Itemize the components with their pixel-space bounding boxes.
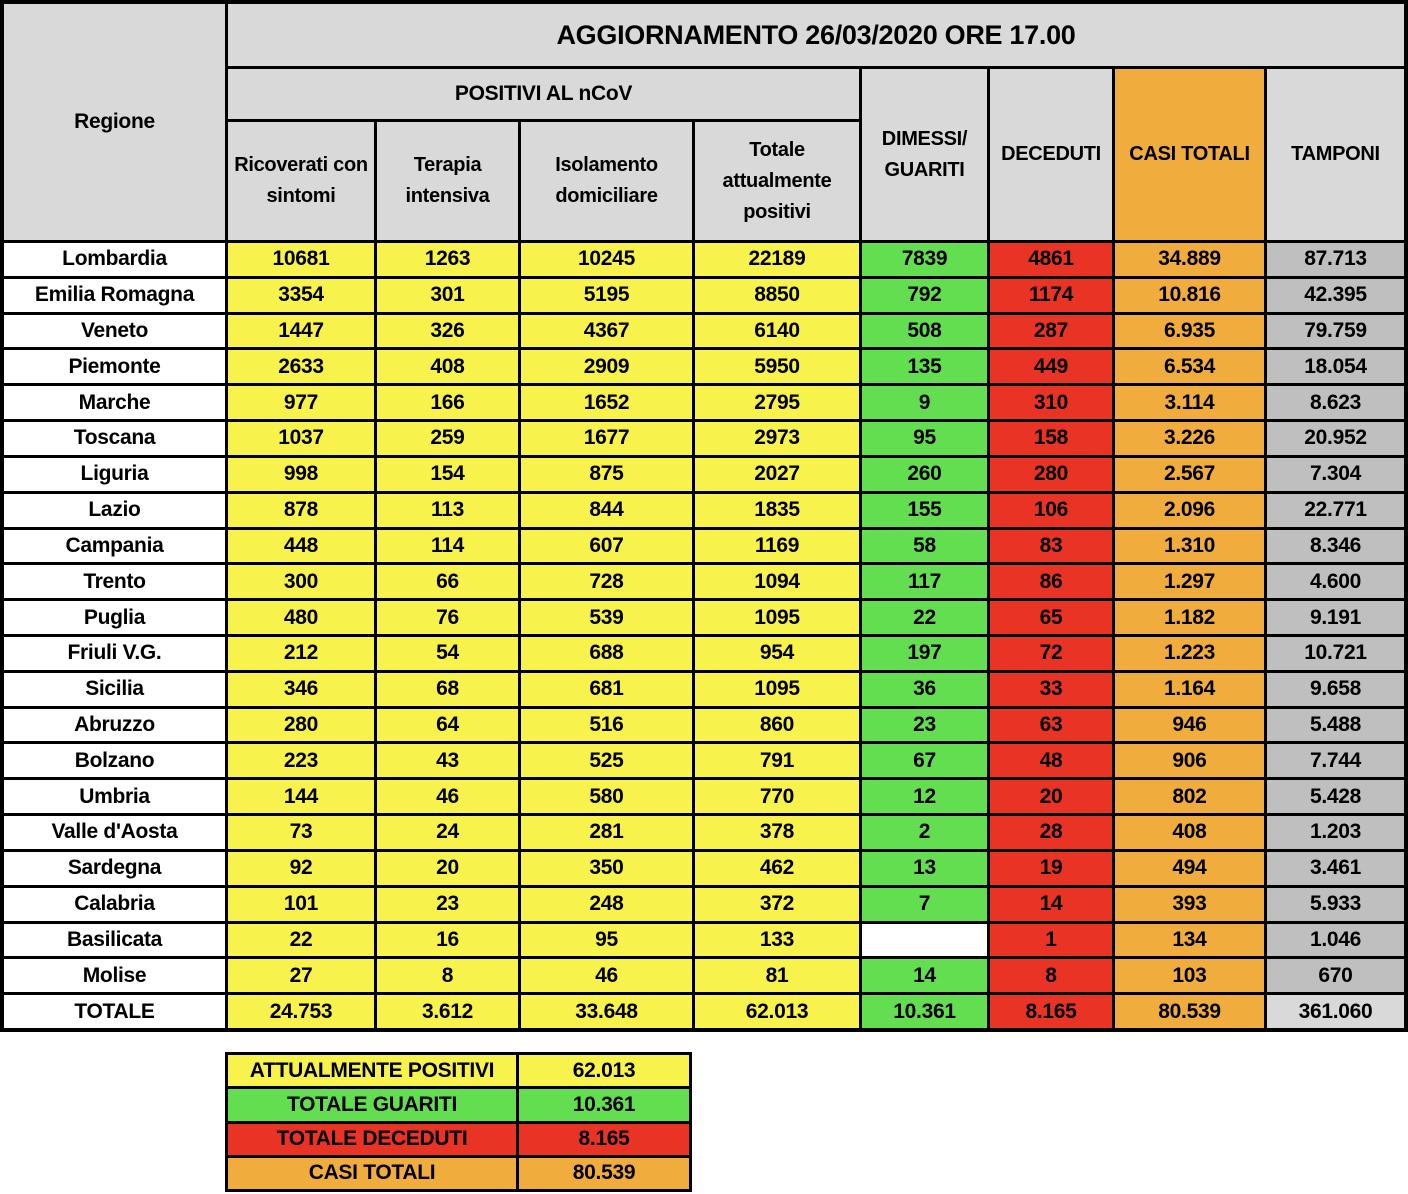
data-cell: 516 bbox=[521, 709, 692, 742]
data-cell: 134 bbox=[1115, 924, 1264, 957]
data-cell: 1095 bbox=[695, 601, 859, 634]
data-cell: 946 bbox=[1115, 709, 1264, 742]
data-cell: 1.046 bbox=[1267, 924, 1404, 957]
data-cell: 1.223 bbox=[1115, 637, 1264, 670]
data-cell: 95 bbox=[521, 924, 692, 957]
data-cell: 155 bbox=[862, 494, 987, 527]
data-cell: 12 bbox=[862, 780, 987, 813]
data-cell: 310 bbox=[990, 386, 1112, 419]
region-label: Calabria bbox=[4, 888, 225, 921]
data-cell: 8850 bbox=[695, 279, 859, 312]
data-cell: 10245 bbox=[521, 243, 692, 276]
data-cell: 14 bbox=[990, 888, 1112, 921]
data-cell: 508 bbox=[862, 315, 987, 348]
data-cell: 23 bbox=[862, 709, 987, 742]
data-cell: 1652 bbox=[521, 386, 692, 419]
data-cell: 448 bbox=[228, 530, 374, 563]
table-title: AGGIORNAMENTO 26/03/2020 ORE 17.00 bbox=[228, 4, 1404, 66]
data-cell: 977 bbox=[228, 386, 374, 419]
data-cell: 378 bbox=[695, 816, 859, 849]
data-cell: 728 bbox=[521, 565, 692, 598]
total-cell: 361.060 bbox=[1267, 995, 1404, 1028]
legend-value-totale-deceduti: 8.165 bbox=[519, 1124, 689, 1155]
data-cell: 103 bbox=[1115, 959, 1264, 992]
data-cell: 79.759 bbox=[1267, 315, 1404, 348]
data-cell: 301 bbox=[377, 279, 518, 312]
region-label: Marche bbox=[4, 386, 225, 419]
data-cell: 6140 bbox=[695, 315, 859, 348]
data-cell: 1.182 bbox=[1115, 601, 1264, 634]
column-header-tamponi: TAMPONI bbox=[1267, 69, 1404, 240]
data-cell: 8 bbox=[377, 959, 518, 992]
data-cell: 860 bbox=[695, 709, 859, 742]
data-cell: 2795 bbox=[695, 386, 859, 419]
total-cell: 10.361 bbox=[862, 995, 987, 1028]
data-cell: 1037 bbox=[228, 422, 374, 455]
total-cell: 3.612 bbox=[377, 995, 518, 1028]
data-cell: 1.297 bbox=[1115, 565, 1264, 598]
region-label: Molise bbox=[4, 959, 225, 992]
region-label: Friuli V.G. bbox=[4, 637, 225, 670]
column-header-ricoverati: Ricoverati con sintomi bbox=[228, 122, 374, 240]
data-cell: 76 bbox=[377, 601, 518, 634]
data-cell: 135 bbox=[862, 350, 987, 383]
data-cell: 48 bbox=[990, 744, 1112, 777]
data-cell: 878 bbox=[228, 494, 374, 527]
data-cell: 197 bbox=[862, 637, 987, 670]
data-cell: 42.395 bbox=[1267, 279, 1404, 312]
data-cell: 280 bbox=[228, 709, 374, 742]
total-cell: 80.539 bbox=[1115, 995, 1264, 1028]
data-cell: 72 bbox=[990, 637, 1112, 670]
region-label: Emilia Romagna bbox=[4, 279, 225, 312]
data-cell: 607 bbox=[521, 530, 692, 563]
data-cell: 844 bbox=[521, 494, 692, 527]
data-cell: 113 bbox=[377, 494, 518, 527]
data-cell: 539 bbox=[521, 601, 692, 634]
region-label: Valle d'Aosta bbox=[4, 816, 225, 849]
data-cell: 212 bbox=[228, 637, 374, 670]
data-cell: 494 bbox=[1115, 852, 1264, 885]
legend-value-attualmente-positivi: 62.013 bbox=[519, 1055, 689, 1086]
data-cell: 23 bbox=[377, 888, 518, 921]
legend-value-casi-totali: 80.539 bbox=[519, 1158, 689, 1189]
data-cell: 10.721 bbox=[1267, 637, 1404, 670]
data-cell: 20 bbox=[990, 780, 1112, 813]
data-cell: 33 bbox=[990, 673, 1112, 706]
data-cell: 580 bbox=[521, 780, 692, 813]
data-cell: 4.600 bbox=[1267, 565, 1404, 598]
data-cell: 770 bbox=[695, 780, 859, 813]
data-cell: 2 bbox=[862, 816, 987, 849]
data-cell: 259 bbox=[377, 422, 518, 455]
data-cell: 372 bbox=[695, 888, 859, 921]
data-cell: 1094 bbox=[695, 565, 859, 598]
column-header-totale-positivi: Totale attualmente positivi bbox=[695, 122, 859, 240]
positivi-group-header: POSITIVI AL nCoV bbox=[228, 69, 859, 119]
region-label: Liguria bbox=[4, 458, 225, 491]
data-cell: 7 bbox=[862, 888, 987, 921]
data-cell: 1174 bbox=[990, 279, 1112, 312]
data-cell: 34.889 bbox=[1115, 243, 1264, 276]
data-cell: 5.428 bbox=[1267, 780, 1404, 813]
data-cell: 223 bbox=[228, 744, 374, 777]
data-cell: 158 bbox=[990, 422, 1112, 455]
data-cell: 68 bbox=[377, 673, 518, 706]
total-cell: 8.165 bbox=[990, 995, 1112, 1028]
data-cell: 24 bbox=[377, 816, 518, 849]
region-label: Toscana bbox=[4, 422, 225, 455]
data-cell: 8 bbox=[990, 959, 1112, 992]
data-cell: 326 bbox=[377, 315, 518, 348]
data-cell bbox=[862, 924, 987, 957]
data-cell: 954 bbox=[695, 637, 859, 670]
data-cell: 36 bbox=[862, 673, 987, 706]
data-cell: 287 bbox=[990, 315, 1112, 348]
data-cell: 22 bbox=[862, 601, 987, 634]
data-cell: 5950 bbox=[695, 350, 859, 383]
data-cell: 525 bbox=[521, 744, 692, 777]
data-cell: 4861 bbox=[990, 243, 1112, 276]
data-cell: 260 bbox=[862, 458, 987, 491]
data-cell: 1169 bbox=[695, 530, 859, 563]
data-cell: 8.623 bbox=[1267, 386, 1404, 419]
data-cell: 9.658 bbox=[1267, 673, 1404, 706]
data-cell: 906 bbox=[1115, 744, 1264, 777]
data-cell: 14 bbox=[862, 959, 987, 992]
data-cell: 114 bbox=[377, 530, 518, 563]
data-cell: 408 bbox=[1115, 816, 1264, 849]
data-cell: 462 bbox=[695, 852, 859, 885]
data-cell: 2.096 bbox=[1115, 494, 1264, 527]
data-cell: 73 bbox=[228, 816, 374, 849]
data-cell: 6.534 bbox=[1115, 350, 1264, 383]
data-cell: 393 bbox=[1115, 888, 1264, 921]
legend-table bbox=[225, 1052, 692, 1192]
data-cell: 10.816 bbox=[1115, 279, 1264, 312]
data-cell: 81 bbox=[695, 959, 859, 992]
data-cell: 791 bbox=[695, 744, 859, 777]
total-row-label: TOTALE bbox=[4, 995, 225, 1028]
region-label: Lombardia bbox=[4, 243, 225, 276]
data-cell: 480 bbox=[228, 601, 374, 634]
data-cell: 3.114 bbox=[1115, 386, 1264, 419]
data-cell: 350 bbox=[521, 852, 692, 885]
region-label: Abruzzo bbox=[4, 709, 225, 742]
data-cell: 133 bbox=[695, 924, 859, 957]
data-cell: 5.933 bbox=[1267, 888, 1404, 921]
region-label: Lazio bbox=[4, 494, 225, 527]
data-cell: 2909 bbox=[521, 350, 692, 383]
data-cell: 408 bbox=[377, 350, 518, 383]
data-cell: 7.304 bbox=[1267, 458, 1404, 491]
data-cell: 95 bbox=[862, 422, 987, 455]
data-cell: 792 bbox=[862, 279, 987, 312]
data-cell: 1263 bbox=[377, 243, 518, 276]
data-cell: 27 bbox=[228, 959, 374, 992]
region-label: Puglia bbox=[4, 601, 225, 634]
data-cell: 5195 bbox=[521, 279, 692, 312]
legend-label-totale-deceduti: TOTALE DECEDUTI bbox=[228, 1124, 516, 1155]
data-cell: 802 bbox=[1115, 780, 1264, 813]
data-cell: 1677 bbox=[521, 422, 692, 455]
data-cell: 87.713 bbox=[1267, 243, 1404, 276]
data-cell: 19 bbox=[990, 852, 1112, 885]
data-cell: 22 bbox=[228, 924, 374, 957]
data-cell: 144 bbox=[228, 780, 374, 813]
data-cell: 7.744 bbox=[1267, 744, 1404, 777]
column-header-terapia-intensiva: Terapia intensiva bbox=[377, 122, 518, 240]
data-cell: 18.054 bbox=[1267, 350, 1404, 383]
data-cell: 65 bbox=[990, 601, 1112, 634]
data-cell: 3354 bbox=[228, 279, 374, 312]
region-column-header: Regione bbox=[4, 4, 225, 240]
region-label: Basilicata bbox=[4, 924, 225, 957]
total-cell: 24.753 bbox=[228, 995, 374, 1028]
data-cell: 280 bbox=[990, 458, 1112, 491]
column-header-deceduti: DECEDUTI bbox=[990, 69, 1112, 240]
column-header-isolamento: Isolamento domiciliare bbox=[521, 122, 692, 240]
data-cell: 46 bbox=[521, 959, 692, 992]
data-cell: 8.346 bbox=[1267, 530, 1404, 563]
legend-label-casi-totali: CASI TOTALI bbox=[228, 1158, 516, 1189]
region-label: Trento bbox=[4, 565, 225, 598]
data-cell: 449 bbox=[990, 350, 1112, 383]
data-cell: 2027 bbox=[695, 458, 859, 491]
data-cell: 3.226 bbox=[1115, 422, 1264, 455]
data-cell: 154 bbox=[377, 458, 518, 491]
data-cell: 10681 bbox=[228, 243, 374, 276]
data-cell: 22.771 bbox=[1267, 494, 1404, 527]
total-cell: 33.648 bbox=[521, 995, 692, 1028]
region-label: Sicilia bbox=[4, 673, 225, 706]
total-cell: 62.013 bbox=[695, 995, 859, 1028]
legend-value-totale-guariti: 10.361 bbox=[519, 1089, 689, 1120]
region-label: Veneto bbox=[4, 315, 225, 348]
data-cell: 688 bbox=[521, 637, 692, 670]
data-cell: 1.203 bbox=[1267, 816, 1404, 849]
region-label: Campania bbox=[4, 530, 225, 563]
data-cell: 2973 bbox=[695, 422, 859, 455]
data-cell: 1447 bbox=[228, 315, 374, 348]
data-cell: 9.191 bbox=[1267, 601, 1404, 634]
data-cell: 670 bbox=[1267, 959, 1404, 992]
data-cell: 5.488 bbox=[1267, 709, 1404, 742]
data-cell: 6.935 bbox=[1115, 315, 1264, 348]
data-cell: 117 bbox=[862, 565, 987, 598]
data-cell: 13 bbox=[862, 852, 987, 885]
data-cell: 4367 bbox=[521, 315, 692, 348]
data-cell: 2633 bbox=[228, 350, 374, 383]
region-label: Bolzano bbox=[4, 744, 225, 777]
data-cell: 22189 bbox=[695, 243, 859, 276]
data-cell: 2.567 bbox=[1115, 458, 1264, 491]
data-cell: 20 bbox=[377, 852, 518, 885]
data-cell: 67 bbox=[862, 744, 987, 777]
data-cell: 83 bbox=[990, 530, 1112, 563]
data-cell: 46 bbox=[377, 780, 518, 813]
data-cell: 28 bbox=[990, 816, 1112, 849]
data-cell: 66 bbox=[377, 565, 518, 598]
data-cell: 63 bbox=[990, 709, 1112, 742]
data-cell: 101 bbox=[228, 888, 374, 921]
legend-label-attualmente-positivi: ATTUALMENTE POSITIVI bbox=[228, 1055, 516, 1086]
data-cell: 106 bbox=[990, 494, 1112, 527]
data-cell: 1.164 bbox=[1115, 673, 1264, 706]
data-cell: 92 bbox=[228, 852, 374, 885]
data-cell: 248 bbox=[521, 888, 692, 921]
data-cell: 1.310 bbox=[1115, 530, 1264, 563]
data-cell: 1835 bbox=[695, 494, 859, 527]
data-cell: 875 bbox=[521, 458, 692, 491]
column-header-casi-totali: CASI TOTALI bbox=[1115, 69, 1264, 240]
region-label: Piemonte bbox=[4, 350, 225, 383]
data-cell: 1 bbox=[990, 924, 1112, 957]
data-cell: 166 bbox=[377, 386, 518, 419]
data-cell: 7839 bbox=[862, 243, 987, 276]
data-cell: 43 bbox=[377, 744, 518, 777]
data-cell: 1095 bbox=[695, 673, 859, 706]
data-cell: 58 bbox=[862, 530, 987, 563]
data-cell: 16 bbox=[377, 924, 518, 957]
data-cell: 9 bbox=[862, 386, 987, 419]
legend-label-totale-guariti: TOTALE GUARITI bbox=[228, 1089, 516, 1120]
data-cell: 281 bbox=[521, 816, 692, 849]
data-cell: 300 bbox=[228, 565, 374, 598]
data-cell: 54 bbox=[377, 637, 518, 670]
data-cell: 86 bbox=[990, 565, 1112, 598]
data-cell: 681 bbox=[521, 673, 692, 706]
data-cell: 3.461 bbox=[1267, 852, 1404, 885]
data-cell: 998 bbox=[228, 458, 374, 491]
region-label: Sardegna bbox=[4, 852, 225, 885]
data-cell: 20.952 bbox=[1267, 422, 1404, 455]
data-cell: 64 bbox=[377, 709, 518, 742]
column-header-dimessi-guariti: DIMESSI/ GUARITI bbox=[862, 69, 987, 240]
region-label: Umbria bbox=[4, 780, 225, 813]
data-cell: 346 bbox=[228, 673, 374, 706]
